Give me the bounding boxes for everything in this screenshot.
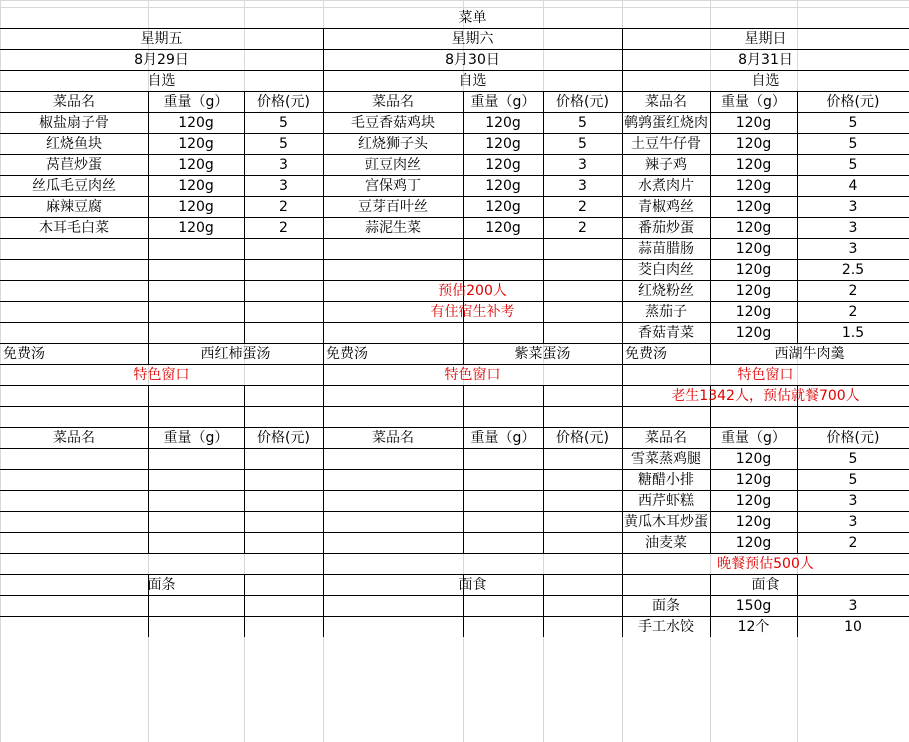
dinner-estimate-note: 晚餐预估500人 [717, 556, 814, 572]
dish-price: 5 [578, 115, 587, 131]
noodle-section-label: 面食 [458, 577, 487, 593]
dish-price: 5 [848, 115, 858, 131]
dish-weight: 120g [735, 304, 772, 320]
column-header: 价格(元) [826, 430, 880, 446]
dish-name: 香菇青菜 [638, 325, 694, 341]
dish-name: 麻辣豆腐 [46, 199, 102, 215]
weekday-header: 星期日 [744, 31, 787, 47]
dish-price: 5 [848, 451, 858, 467]
dish-weight: 120g [735, 283, 772, 299]
dish-name: 西芹虾糕 [638, 493, 694, 509]
dish-price: 1.5 [841, 325, 865, 341]
date-header: 8月29日 [134, 52, 189, 68]
noodle-name: 手工水饺 [638, 619, 694, 635]
column-header: 价格(元) [257, 430, 310, 446]
dish-price: 5 [848, 157, 858, 173]
dish-price: 2.5 [841, 262, 865, 278]
dish-price: 5 [578, 136, 587, 152]
special-window-label: 特色窗口 [444, 367, 501, 383]
dish-price: 2 [848, 535, 858, 551]
dish-name: 豇豆肉丝 [365, 157, 421, 173]
dish-price: 3 [848, 220, 858, 236]
dish-price: 2 [578, 220, 587, 236]
dish-weight: 120g [735, 178, 772, 194]
dish-weight: 120g [735, 220, 772, 236]
free-soup-label: 免费汤 [326, 346, 368, 362]
column-header: 重量（g） [721, 94, 786, 110]
dish-name: 油麦菜 [645, 535, 687, 551]
dish-weight: 120g [485, 199, 521, 215]
free-soup-label: 免费汤 [625, 346, 667, 362]
noodle-section-label: 面条 [147, 577, 176, 593]
estimate-note: 预估200人 [438, 283, 507, 299]
dish-name: 辣子鸡 [645, 157, 687, 173]
dish-name: 莴苣炒蛋 [46, 157, 102, 173]
dish-name: 水煮肉片 [638, 178, 694, 194]
dish-name: 蒜苗腊肠 [638, 241, 694, 257]
date-header: 8月30日 [445, 52, 500, 68]
column-header: 菜品名 [645, 94, 687, 110]
column-header: 重量（g） [470, 94, 536, 110]
dish-name: 番茄炒蛋 [638, 220, 694, 236]
dish-weight: 120g [735, 514, 772, 530]
noodle-price: 3 [848, 598, 858, 614]
dish-price: 2 [279, 199, 288, 215]
column-header: 重量（g） [721, 430, 786, 446]
dish-name: 豆芽百叶丝 [358, 199, 428, 215]
dish-weight: 120g [178, 136, 214, 152]
dish-price: 2 [279, 220, 288, 236]
special-window-label: 特色窗口 [133, 367, 190, 383]
column-header: 价格(元) [556, 94, 609, 110]
dish-weight: 120g [735, 199, 772, 215]
dish-price: 3 [578, 157, 587, 173]
column-header: 重量（g） [163, 94, 229, 110]
attendance-note: 老生1342人，预估就餐700人 [671, 388, 860, 404]
dish-weight: 120g [485, 115, 521, 131]
dish-name: 雪菜蒸鸡腿 [631, 451, 701, 467]
noodle-name: 面条 [652, 598, 680, 614]
dish-name: 毛豆香菇鸡块 [351, 115, 435, 131]
noodle-weight: 150g [735, 598, 772, 614]
dish-price: 2 [848, 283, 858, 299]
dish-weight: 120g [735, 157, 772, 173]
column-header: 重量（g） [163, 430, 229, 446]
dish-price: 3 [848, 241, 858, 257]
dish-weight: 120g [178, 115, 214, 131]
section-label: 自选 [751, 73, 780, 89]
column-header: 菜品名 [372, 94, 414, 110]
dish-weight: 120g [485, 157, 521, 173]
column-header: 菜品名 [53, 430, 95, 446]
dish-price: 3 [848, 514, 858, 530]
dish-name: 丝瓜毛豆肉丝 [32, 178, 116, 194]
column-header: 菜品名 [645, 430, 687, 446]
dish-weight: 120g [735, 241, 772, 257]
dish-name: 椒盐扇子骨 [39, 115, 109, 131]
dish-weight: 120g [735, 535, 772, 551]
dish-weight: 120g [178, 199, 214, 215]
section-label: 自选 [458, 73, 487, 89]
dish-price: 3 [279, 178, 288, 194]
dish-weight: 120g [735, 472, 772, 488]
date-header: 8月31日 [738, 52, 793, 68]
dish-weight: 120g [485, 136, 521, 152]
dish-weight: 120g [485, 178, 521, 194]
dish-price: 3 [578, 178, 587, 194]
dish-name: 红烧粉丝 [638, 283, 694, 299]
free-soup: 西红柿蛋汤 [200, 346, 271, 362]
estimate-note: 有住宿生补考 [430, 304, 515, 320]
dish-weight: 120g [178, 220, 214, 236]
dish-name: 土豆牛仔骨 [631, 136, 701, 152]
dish-name: 蒸茄子 [645, 304, 687, 320]
dish-name: 蒜泥生菜 [365, 220, 421, 236]
dish-name: 青椒鸡丝 [638, 199, 694, 215]
free-soup: 紫菜蛋汤 [514, 346, 571, 362]
dish-name: 黄瓜木耳炒蛋 [624, 514, 708, 530]
dish-name: 红烧鱼块 [46, 136, 102, 152]
column-header: 菜品名 [372, 430, 414, 446]
dish-price: 5 [848, 136, 858, 152]
dish-price: 3 [848, 493, 858, 509]
dish-price: 3 [279, 157, 288, 173]
noodle-section-label: 面食 [751, 577, 780, 593]
dish-price: 2 [848, 304, 858, 320]
dish-weight: 120g [178, 157, 214, 173]
section-label: 自选 [147, 73, 176, 89]
dish-price: 4 [848, 178, 858, 194]
dish-price: 5 [848, 472, 858, 488]
column-header: 菜品名 [53, 94, 95, 110]
column-header: 价格(元) [257, 94, 310, 110]
dish-name: 茭白肉丝 [638, 262, 694, 278]
special-window-label: 特色窗口 [737, 367, 794, 383]
dish-weight: 120g [735, 451, 772, 467]
column-header: 重量（g） [470, 430, 536, 446]
weekday-header: 星期六 [451, 31, 494, 47]
dish-price: 3 [848, 199, 858, 215]
dish-name: 红烧狮子头 [358, 136, 428, 152]
dish-weight: 120g [485, 220, 521, 236]
free-soup: 西湖牛肉羹 [774, 346, 845, 362]
column-header: 价格(元) [826, 94, 880, 110]
weekday-header: 星期五 [140, 31, 183, 47]
dish-price: 2 [578, 199, 587, 215]
dish-weight: 120g [735, 262, 772, 278]
dish-name: 木耳毛白菜 [39, 220, 109, 236]
dish-name: 鹌鹑蛋红烧肉 [624, 115, 708, 131]
dish-price: 5 [279, 115, 288, 131]
column-header: 价格(元) [556, 430, 609, 446]
noodle-price: 10 [844, 619, 862, 635]
dish-weight: 120g [178, 178, 214, 194]
dish-weight: 120g [735, 493, 772, 509]
free-soup-label: 免费汤 [3, 346, 45, 362]
dish-name: 宫保鸡丁 [365, 178, 421, 194]
dish-price: 5 [279, 136, 288, 152]
noodle-weight: 12个 [737, 619, 770, 635]
dish-weight: 120g [735, 325, 772, 341]
menu-title: 菜单 [458, 10, 487, 26]
dish-weight: 120g [735, 136, 772, 152]
dish-name: 糖醋小排 [638, 472, 694, 488]
dish-weight: 120g [735, 115, 772, 131]
